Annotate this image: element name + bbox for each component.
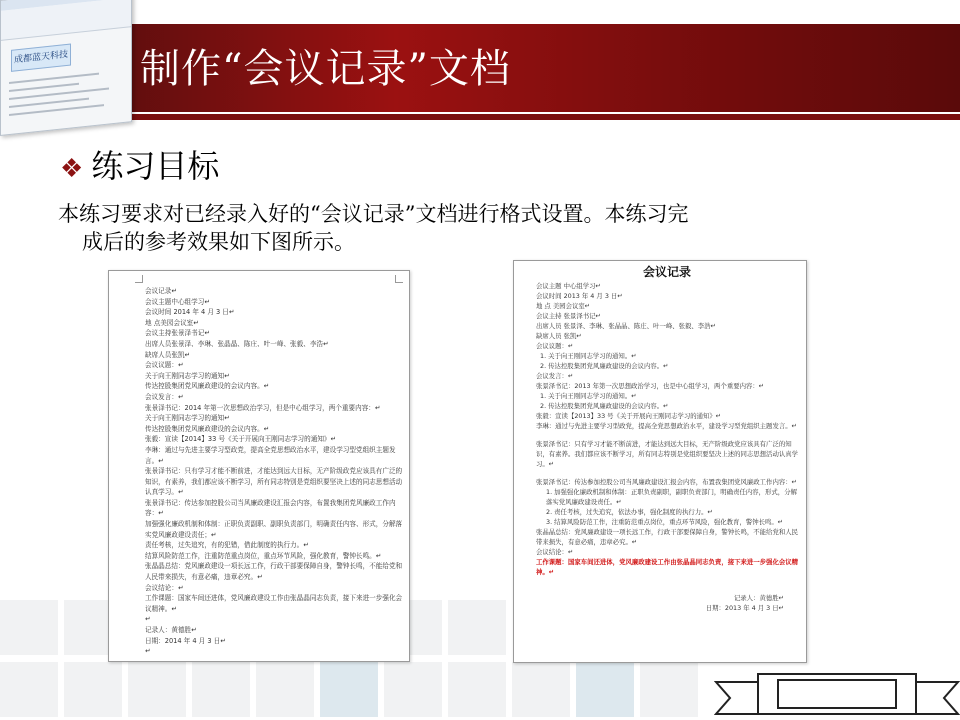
doc-line: 结算风险防范工作，注重防范重点岗位，重点环节风险，强化教育，警钟长鸣。↵ [145,551,382,560]
document-after [513,260,807,663]
doc-line: 出席人员张景泽、李琳、张晶晶、陈庄、叶一峰、张毅、李浩↵ [145,339,329,348]
word-screenshot-thumbnail [0,0,132,136]
doc-line: 会议时间 2014 年 4 月 3 日↵ [145,308,235,317]
doc-line: 会议发言：↵ [145,392,184,401]
bg-tile [0,600,58,655]
doc-line: 关于向王刚同志学习的通知↵ [145,414,230,423]
doc-speech: 张景泽书记：2013 年第一次思想政治学习，也是中心组学习，两个重要内容：↵ [536,382,765,390]
doc-line: 会议主题中心组学习↵ [145,297,210,306]
doc-speech: 张景泽书记：只有学习才能不断前进，才能达到远大目标，无产阶级政党应该具有广泛的知识，有素养。我们都应该不断学习，所有同志特别是党组织要坚决上述的同志思想活动认真学习。↵ [536,440,798,468]
doc-list-item: 2. 传达控股集团党风廉政建设的会议内容。↵ [540,362,669,370]
crop-mark [135,275,143,283]
crop-mark [395,275,403,283]
bg-tile [448,662,506,717]
doc-info-line: 地 点 美园会议室↵ [536,302,591,310]
doc-speech: 张毅：宣读【2013】33 号《关于开展向王刚同志学习的通知》↵ [536,412,722,420]
section-heading-text: 练习目标 [91,147,220,185]
doc-list-item: 1. 加强强化廉政机制和体制：正职负责副职，副职负责部门，明确责任内容，形式，分解落实党风廉政建设责任。↵ [546,488,797,506]
doc-speech: 张晶晶总结：党风廉政建设一项长远工作，行政干部要保障自身，警钟长鸣，不能给党和人民带来损失，有意必痛，违章必究。↵ [536,528,798,546]
bg-tile [192,662,250,717]
doc-list-item: 2. 传达控股集团党风廉政建设的会议内容。↵ [540,402,669,410]
title-underline [0,114,960,120]
doc-line: 日期：2014 年 4 月 3 日↵ [145,636,226,645]
doc-line: 记录人：黄德胜↵ [145,626,197,634]
doc-list-item: 2. 责任考核，过失追究，依法办事，强化制度的执行力。↵ [546,508,713,516]
doc-section-label: 会议议题：↵ [536,342,574,350]
description [58,200,908,256]
bg-tile [0,662,58,717]
doc-line: 地 点美园会议室↵ [145,318,199,327]
doc-line: 会议主持张景泽书记↵ [145,329,210,338]
doc-list-item: 1. 关于向王刚同志学习的通知。↵ [540,352,637,360]
bg-tile [448,600,506,655]
section-heading [60,146,219,186]
doc-info-line: 会议主持 张景泽书记↵ [536,312,601,320]
bg-tile [384,662,442,717]
doc-list-item: 3. 结算风险防范工作，注重防范重点岗位，重点环节风险，强化教育，警钟长鸣。↵ [546,518,784,526]
doc-title: 会议记录 [642,265,691,279]
doc-line: ↵ [145,615,151,624]
document-before [108,270,410,662]
doc-conclusion: 工作课题：国家车间还进体，党风廉政建设工作由张晶晶同志负责，接下来进一步强化会议精神。↵ [536,558,798,576]
doc-list-item: 1. 关于向王刚同志学习的通知。↵ [540,392,637,400]
doc-line: 缺席人员张凯↵ [145,350,191,359]
slide-title: 制作“会议记录”文档 [140,46,511,92]
doc-line: 会议结论：↵ [145,583,184,592]
doc-section-label: 会议发言：↵ [536,372,574,380]
doc-line: 加强强化廉政机制和体制：正职负责副职、副职负责部门，明确责任内容、形式，分解落实党风廉政建设责任；↵ [145,520,403,539]
doc-line: 张景泽书记：传达参加控股公司当风廉政建设汇报会内容，布置我集团党风廉政工作内容：↵ [145,498,396,518]
doc-line: 传达控股集团党风廉政建设的会议内容。↵ [145,424,270,433]
bg-tile [256,662,314,717]
bg-tile [640,662,698,717]
doc-info-line: 会议时间 2013 年 4 月 3 日↵ [536,292,623,300]
doc-line: 责任考核，过失追究，有的犯错，借此制度的执行力。↵ [145,541,309,550]
doc-line: 传达控股集团党风廉政建设的会议内容。↵ [145,382,270,391]
diamond-bullet-icon: ❖ [60,154,84,184]
doc-speech: 李琳：通过与先进主要学习型政党，提高全党思想政治水平，建设学习型党组织主题发言。↵ [536,422,797,430]
doc-info-line: 缺席人员 张凯↵ [536,332,582,340]
description-line-1: 本练习要求对已经录入好的“会议记录”文档进行格式设置。本练习完 [58,202,689,226]
thumbnail-logo: 成都蓝天科技 [11,44,71,72]
doc-line: 工作课题：国家车间还进体，党风廉政建设工作由张晶晶同志负责，接下来进一步强化会议精神。↵ [145,594,403,613]
description-line-2: 成后的参考效果如下图所示。 [82,230,355,254]
doc-line: 会议记录↵ [145,287,177,295]
doc-line: 张景泽书记：只有学习才能不断前进，才能达到远大目标，无产阶级政党应该具有广泛的知识，有素养，我们都应该不断学习，所有同志特别是党组织要坚决上述的同志思想活动认真学习。↵ [145,467,403,497]
bg-tile [64,662,122,717]
doc-line: 张景泽书记：2014 年第一次思想政治学习，但是中心组学习，两个重要内容：↵ [145,403,381,412]
thumbnail-line [9,83,79,92]
doc-line: 李琳：通过与先进主要学习型政党，提高全党思想政治水平，建设学习型党组织主题发言。↵ [145,445,396,465]
doc-line: ↵ [145,647,151,656]
doc-info-line: 出席人员 张景泽、李琳、张晶晶、陈庄、叶一峰、张毅、李浩↵ [536,322,716,330]
doc-line: 会议议题：↵ [145,361,184,370]
thumbnail-line [9,73,99,84]
doc-section-label: 会议结论：↵ [536,548,574,556]
doc-info-line: 会议主题 中心组学习↵ [536,282,601,290]
ribbon-banner-icon [714,670,960,720]
doc-speech: 张景泽书记：传达参加控股公司当风廉政建设汇报会内容，布置我集团党风廉政工作内容：↵ [536,478,797,486]
doc-recorder: 记录人：黄德胜↵ [733,594,784,602]
doc-line: 张毅：宣读【2014】33 号《关于开展向王刚同志学习的通知》↵ [145,435,337,444]
doc-line: 张晶晶总结：党风廉政建设一项长远工作，行政干部要保障自身，警钟长鸣，不能给党和人民带来损失，有意必痛，违章必究。↵ [145,562,403,582]
bg-tile [576,662,634,717]
doc-line: 关于向王刚同志学习的通知↵ [145,371,230,380]
doc-date: 日期：2013 年 4 月 3 日↵ [705,604,784,612]
bg-tile [320,662,378,717]
bg-tile [512,662,570,717]
bg-tile [128,662,186,717]
